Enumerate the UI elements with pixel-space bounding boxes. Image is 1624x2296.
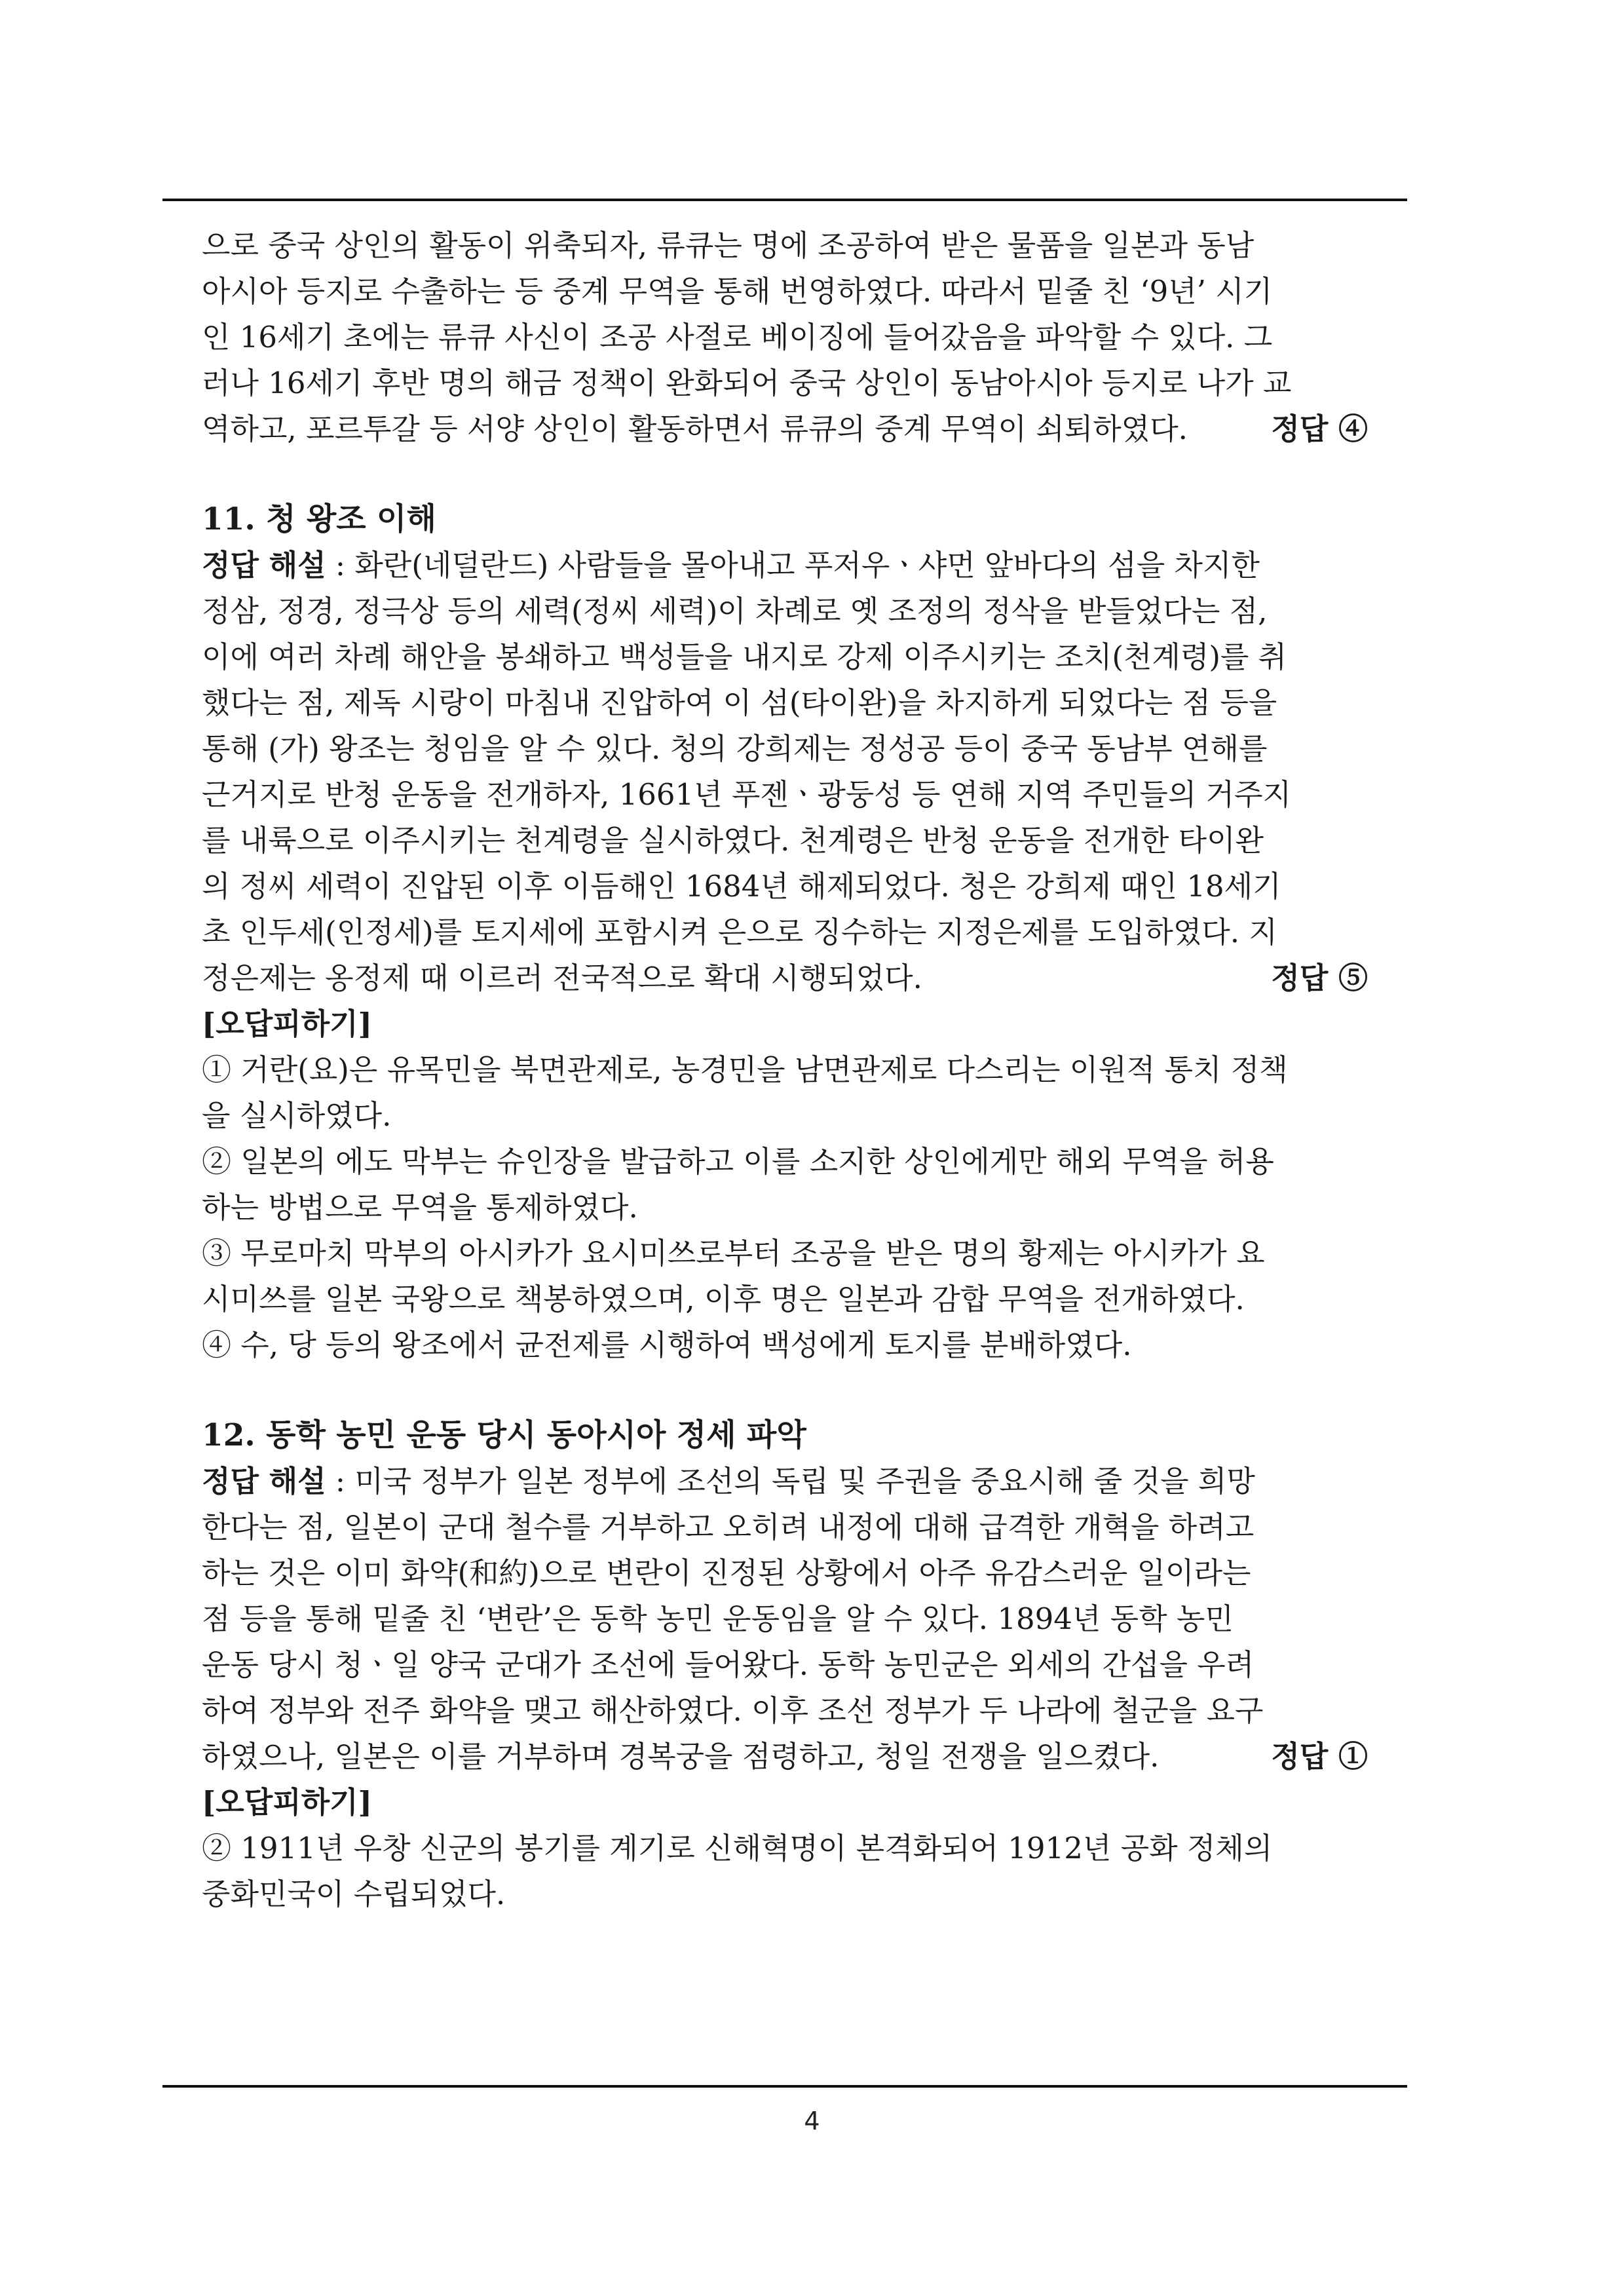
text-line: 정은제는 옹정제 때 이르러 전국적으로 확대 시행되었다.	[202, 961, 922, 995]
question-11	[202, 497, 1368, 1368]
text-line: 점 등을 통해 밑줄 친 ‘변란’은 동학 농민 운동임을 알 수 있다. 1894년 동학 농민	[202, 1601, 1234, 1636]
text-line: 이에 여러 차례 해안을 봉쇄하고 백성들을 내지로 강제 이주시키는 조치(천계령)를 취	[202, 640, 1287, 674]
text-line: 운동 당시 청ㆍ일 양국 군대가 조선에 들어왔다. 동학 농민군은 외세의 간섭을 우려	[202, 1647, 1255, 1682]
wrong-answer-item: ④ 수, 당 등의 왕조에서 균전제를 시행하여 백성에게 토지를 분배하였다.	[202, 1328, 1132, 1362]
page-number: 4	[804, 2107, 820, 2135]
text-line: 역하고, 포르투갈 등 서양 상인이 활동하면서 류큐의 중계 무역이 쇠퇴하였다.	[202, 411, 1188, 446]
answer-line	[202, 406, 1368, 452]
wrong-answer-title: [오답피하기]	[202, 1785, 372, 1820]
explanation-first-line	[202, 543, 1368, 588]
wrong-answer-item: 을 실시하였다.	[202, 1098, 392, 1133]
text-line: 정삼, 정경, 정극상 등의 세력(정씨 세력)이 차례로 옛 조정의 정삭을 받들었다는 점,	[202, 594, 1268, 628]
text-line: 의 정씨 세력이 진압된 이후 이듬해인 1684년 해제되었다. 청은 강희제 때인 18세기	[202, 869, 1281, 904]
wrong-answer-item: 시미쓰를 일본 국왕으로 책봉하였으며, 이후 명은 일본과 감합 무역을 전개하였다.	[202, 1282, 1245, 1316]
explanation-label: 정답 해설	[202, 548, 326, 583]
text-line: 러나 16세기 후반 명의 해금 정책이 완화되어 중국 상인이 동남아시아 등지로 나가 교	[202, 366, 1292, 400]
answer-line	[202, 955, 1368, 1001]
wrong-answer-item: ① 거란(요)은 유목민을 북면관제로, 농경민을 남면관제로 다스리는 이원적 통치 정책	[202, 1052, 1288, 1087]
text-line: 통해 (가) 왕조는 청임을 알 수 있다. 청의 강희제는 정성공 등이 중국 동남부 연해를	[202, 731, 1268, 766]
text-line: 한다는 점, 일본이 군대 철수를 거부하고 오히려 내정에 대해 급격한 개혁을 하려고	[202, 1510, 1255, 1544]
explanation-label: 정답 해설	[202, 1464, 326, 1499]
text-line: 하는 것은 이미 화약(和約)으로 변란이 진정된 상황에서 아주 유감스러운 일이라는	[202, 1556, 1251, 1590]
text-line: 하여 정부와 전주 화약을 맺고 해산하였다. 이후 조선 정부가 두 나라에 철군을 요구	[202, 1693, 1264, 1728]
text-line: 를 내륙으로 이주시키는 천계령을 실시하였다. 천계령은 반청 운동을 전개한 타이완	[202, 823, 1264, 858]
answer-mark: 정답 ⑤	[1271, 961, 1368, 995]
text-line: 근거지로 반청 운동을 전개하자, 1661년 푸젠ㆍ광둥성 등 연해 지역 주민들의 거주지	[202, 777, 1291, 812]
explanation-first-line	[202, 1459, 1368, 1504]
answer-mark: 정답 ④	[1271, 411, 1368, 446]
page-body	[202, 223, 1368, 1917]
text-line: : 화란(네덜란드) 사람들을 몰아내고 푸저우ㆍ샤먼 앞바다의 섬을 차지한	[326, 548, 1260, 583]
wrong-answer-item: ② 1911년 우창 신군의 봉기를 계기로 신해혁명이 본격화되어 1912년 공화 정체의	[202, 1831, 1273, 1866]
text-line: 아시아 등지로 수출하는 등 중계 무역을 통해 번영하였다. 따라서 밑줄 친 ‘9년’ 시기	[202, 274, 1273, 309]
wrong-answer-item: 하는 방법으로 무역을 통제하였다.	[202, 1190, 638, 1225]
text-line: 초 인두세(인정세)를 토지세에 포함시켜 은으로 징수하는 지정은제를 도입하였다. 지	[202, 915, 1277, 949]
text-line: : 미국 정부가 일본 정부에 조선의 독립 및 주권을 중요시해 줄 것을 희망	[326, 1464, 1255, 1499]
text-line: 으로 중국 상인의 활동이 위축되자, 류큐는 명에 조공하여 받은 물품을 일본과 동남	[202, 228, 1255, 263]
header-rule	[162, 199, 1407, 201]
question-12	[202, 1413, 1368, 1917]
wrong-answer-item: ② 일본의 에도 막부는 슈인장을 발급하고 이를 소지한 상인에게만 해외 무역을 허용	[202, 1144, 1274, 1179]
previous-answer-continuation	[202, 223, 1368, 452]
footer-rule	[162, 2085, 1407, 2088]
answer-line	[202, 1734, 1368, 1780]
text-line: 하였으나, 일본은 이를 거부하며 경복궁을 점령하고, 청일 전쟁을 일으켰다.	[202, 1739, 1160, 1774]
wrong-answer-item: 중화민국이 수립되었다.	[202, 1877, 506, 1911]
answer-mark: 정답 ①	[1271, 1739, 1368, 1774]
question-title: 11. 청 왕조 이해	[202, 501, 436, 537]
wrong-answer-item: ③ 무로마치 막부의 아시카가 요시미쓰로부터 조공을 받은 명의 황제는 아시카가 요	[202, 1236, 1265, 1271]
wrong-answer-title: [오답피하기]	[202, 1006, 372, 1041]
text-line: 했다는 점, 제독 시랑이 마침내 진압하여 이 섬(타이완)을 차지하게 되었다는 점 등을	[202, 685, 1277, 720]
text-line: 인 16세기 초에는 류큐 사신이 조공 사절로 베이징에 들어갔음을 파악할 수 있다. 그	[202, 320, 1273, 354]
question-title: 12. 동학 농민 운동 당시 동아시아 정세 파악	[202, 1417, 806, 1453]
